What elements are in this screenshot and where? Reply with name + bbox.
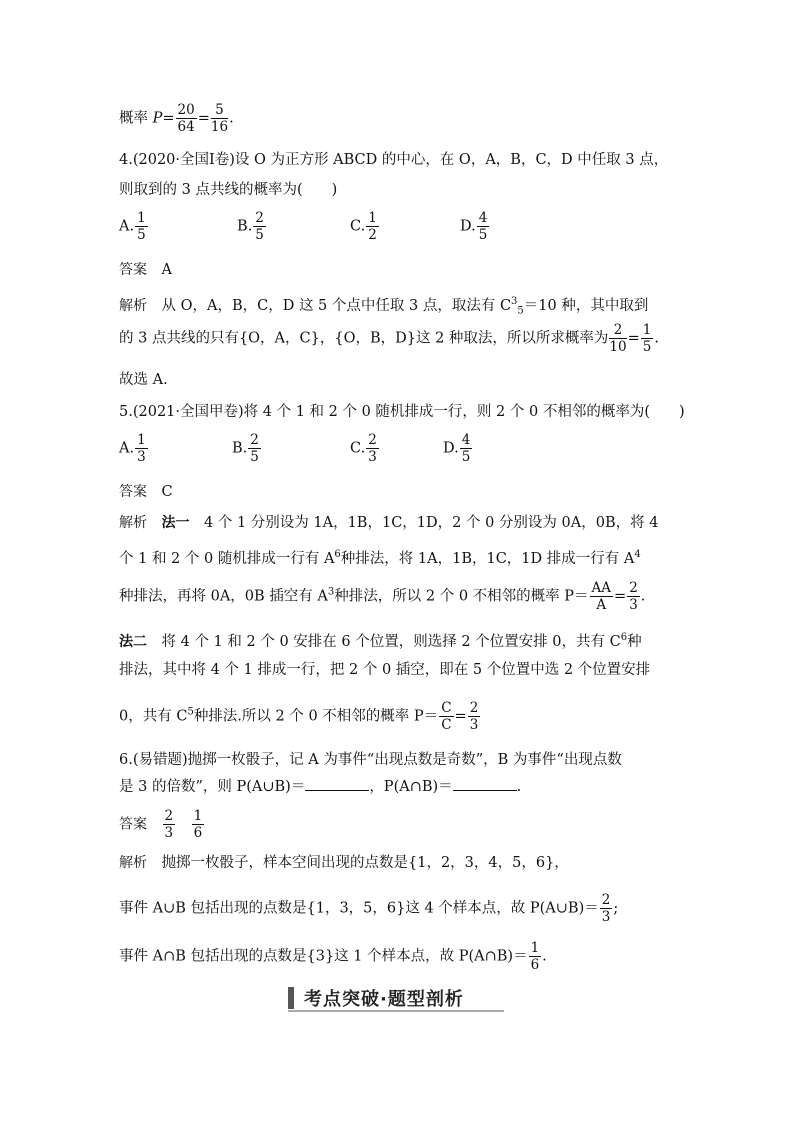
fraction — [176, 102, 197, 135]
q6-stem-line1: 6.(易错题)抛掷一枚骰子，记 A 为事件“出现点数是奇数”，B 为事件“出现点数 — [119, 752, 622, 768]
q4-option-d — [460, 210, 490, 243]
denominator: 5 — [255, 227, 264, 243]
fraction — [600, 892, 613, 925]
sup: 6 — [334, 549, 341, 560]
q5-method1-line3 — [119, 580, 645, 613]
top-prob-line — [119, 102, 234, 135]
option-letter: B. — [232, 440, 248, 457]
numerator: 2 — [629, 580, 638, 596]
answer-label: 答案 — [119, 484, 147, 500]
denominator: 3 — [601, 909, 611, 925]
analysis-text: 种排法，再将 0A，0B 插空有 A — [119, 588, 328, 605]
analysis-text: 4 个 1 分别设为 1A，1B，1C，1D，2 个 0 分别设为 0A，0B，将 4 — [204, 515, 659, 531]
denominator: 3 — [137, 449, 146, 465]
period: . — [654, 330, 659, 347]
denominator: C — [441, 717, 452, 733]
analysis-text: 种排法，所以 2 个 0 不相邻的概率 P＝ — [334, 588, 589, 605]
q5-answer — [119, 482, 173, 502]
numerator: 2 — [164, 808, 174, 824]
option-letter: A. — [119, 440, 135, 457]
fraction — [641, 322, 654, 355]
period: . — [640, 588, 646, 605]
denominator: 10 — [609, 339, 627, 355]
numerator: 1 — [530, 940, 540, 956]
q4-option-b — [237, 210, 267, 243]
q5-option-c — [350, 432, 380, 465]
section-banner — [288, 986, 504, 1010]
analysis-label: 解析 — [119, 297, 147, 314]
period: . — [542, 948, 547, 965]
denominator: 5 — [478, 227, 488, 243]
numerator: 2 — [255, 210, 264, 226]
eq: = — [614, 588, 627, 605]
q4-stem-line1: 4.(2020·全国Ⅰ卷)设 O 为正方形 ABCD 的中心，在 O，A，B，C，D 中任取 3 点， — [119, 152, 669, 168]
method-label: 法二 — [119, 633, 147, 650]
semicolon: ; — [613, 900, 619, 917]
fraction — [590, 580, 614, 613]
q5-method1-line2 — [119, 545, 641, 569]
stem-text: ，P(A∩B)＝ — [369, 779, 453, 795]
numerator: C — [441, 700, 452, 716]
q6-analysis-line3 — [119, 940, 547, 973]
eq: = — [627, 330, 640, 347]
q6-analysis-line1 — [119, 853, 569, 873]
q4-option-c — [350, 210, 380, 243]
numerator: 4 — [461, 432, 471, 448]
answer-label: 答案 — [119, 262, 147, 278]
denominator: 5 — [137, 227, 146, 243]
analysis-text: 从 O，A，B，C，D 这 5 个点中任取 3 点，取法有 C — [161, 297, 512, 314]
fraction — [163, 808, 176, 841]
fraction — [529, 940, 542, 973]
fraction — [609, 322, 626, 355]
option-letter: D. — [443, 440, 459, 457]
method-label: 法一 — [161, 515, 190, 531]
denominator: 3 — [368, 449, 377, 465]
denominator: 64 — [177, 119, 195, 135]
eq: = — [162, 110, 175, 127]
fraction — [477, 210, 490, 243]
q4-analysis-line2 — [119, 322, 659, 355]
denominator: 3 — [629, 597, 638, 613]
fraction — [366, 432, 379, 465]
analysis-label: 解析 — [119, 515, 147, 531]
denominator: 3 — [164, 825, 174, 841]
analysis-text: 的 3 点共线的只有{O，A，C}，{O，B，D}这 2 种取法，所以所求概率为 — [119, 330, 609, 347]
option-letter: C. — [350, 440, 366, 457]
denominator: 16 — [210, 119, 229, 135]
option-letter: B. — [237, 218, 253, 235]
fraction — [468, 700, 481, 733]
numerator: 1 — [137, 210, 146, 226]
q5-stem-line1: 5.(2021·全国甲卷)将 4 个 1 和 2 个 0 随机排成一行，则 2 个 0 不相邻的概率为( ) — [119, 404, 685, 420]
eq: = — [454, 708, 467, 725]
denominator: 3 — [469, 717, 479, 733]
q4-analysis-line3: 故选 A. — [119, 372, 168, 388]
q4-answer — [119, 260, 172, 280]
fraction — [211, 102, 228, 135]
fraction — [135, 210, 148, 243]
numerator: 2 — [609, 322, 626, 339]
q5-option-a — [119, 432, 149, 465]
analysis-text: 个 1 和 2 个 0 随机排成一行有 A — [119, 550, 335, 567]
q5-method2-line1 — [119, 628, 642, 652]
prob-var: P — [152, 110, 163, 127]
eq: = — [197, 110, 210, 127]
banner-underline — [288, 1010, 504, 1012]
q4-stem-line2: 则取到的 3 点共线的概率为( ) — [119, 182, 338, 198]
answer-label: 答案 — [119, 816, 147, 833]
period: . — [516, 779, 522, 795]
option-letter: C. — [350, 218, 366, 235]
numerator: 1 — [642, 322, 652, 338]
numerator: 2 — [469, 700, 479, 716]
banner-title: 考点突破·题型剖析 — [304, 989, 464, 1010]
banner-bar-icon — [288, 987, 294, 1009]
analysis-text: ＝10 种，其中取到 — [523, 297, 649, 314]
numerator: 1 — [368, 210, 377, 226]
sup: 6 — [620, 632, 628, 643]
answer-blank-1[interactable] — [305, 776, 369, 791]
denominator: 6 — [530, 957, 540, 973]
sub: 5 — [517, 305, 524, 317]
denominator: 5 — [250, 449, 259, 465]
analysis-text: 种排法.所以 2 个 0 不相邻的概率 P＝ — [193, 708, 439, 725]
fraction — [439, 700, 453, 733]
numerator: 1 — [137, 432, 146, 448]
sup: 3 — [511, 296, 518, 307]
fraction — [135, 432, 148, 465]
numerator: 20 — [177, 102, 195, 118]
numerator: 1 — [193, 808, 203, 824]
fraction — [192, 808, 205, 841]
sup: 5 — [187, 706, 194, 718]
fraction — [627, 580, 640, 613]
q5-option-d — [443, 432, 473, 465]
q5-option-b — [232, 432, 262, 465]
numerator: 4 — [478, 210, 488, 226]
analysis-text: 0，共有 C — [119, 708, 188, 725]
stem-text: 是 3 的倍数”，则 P(A∪B)＝ — [119, 779, 306, 795]
analysis-label: 解析 — [119, 855, 147, 871]
fraction — [366, 210, 379, 243]
period: . — [229, 110, 234, 127]
numerator: 2 — [368, 432, 377, 448]
analysis-text: 抛掷一枚骰子，样本空间出现的点数是{1，2，3，4，5，6}， — [161, 855, 569, 871]
q5-method2-line3 — [119, 700, 481, 733]
sup: 4 — [634, 549, 641, 560]
numerator: 2 — [250, 432, 259, 448]
analysis-text: 种排法，将 1A，1B，1C，1D 排成一行有 A — [340, 550, 635, 567]
q6-stem-line2 — [119, 776, 521, 797]
q4-analysis-line1 — [119, 292, 648, 322]
denominator: A — [596, 597, 607, 613]
option-letter: A. — [119, 218, 135, 235]
denominator: 6 — [193, 825, 203, 841]
analysis-text: 事件 A∩B 包括出现的点数是{3}这 1 个样本点，故 P(A∩B)＝ — [119, 948, 528, 965]
option-letter: D. — [460, 218, 476, 235]
analysis-text: 事件 A∪B 包括出现的点数是{1，3，5，6}这 4 个样本点，故 P(A∪B)＝ — [119, 900, 599, 917]
fraction — [248, 432, 261, 465]
numerator: 5 — [211, 102, 228, 119]
sup: 3 — [327, 586, 335, 598]
q4-option-a — [119, 210, 149, 243]
denominator: 5 — [461, 449, 471, 465]
denominator: 2 — [368, 227, 377, 243]
q6-analysis-line2 — [119, 892, 618, 925]
analysis-text: 将 4 个 1 和 2 个 0 安排在 6 个位置，则选择 2 个位置安排 0，共有 C — [161, 633, 621, 650]
q5-method1-line1 — [119, 513, 658, 533]
prob-label: 概率 — [119, 110, 153, 127]
answer-value: A — [161, 262, 172, 278]
analysis-text: 种 — [627, 633, 642, 650]
answer-value: C — [161, 484, 173, 500]
fraction — [253, 210, 266, 243]
numerator: 2 — [601, 892, 611, 908]
q6-answer — [119, 808, 205, 841]
fraction — [460, 432, 473, 465]
answer-blank-2[interactable] — [453, 776, 517, 791]
q5-method2-line2: 排法，其中将 4 个 1 排成一行，把 2 个 0 插空，即在 5 个位置中选 2 个位置安排 — [119, 662, 651, 678]
numerator: AA — [591, 580, 612, 596]
denominator: 5 — [642, 339, 652, 355]
